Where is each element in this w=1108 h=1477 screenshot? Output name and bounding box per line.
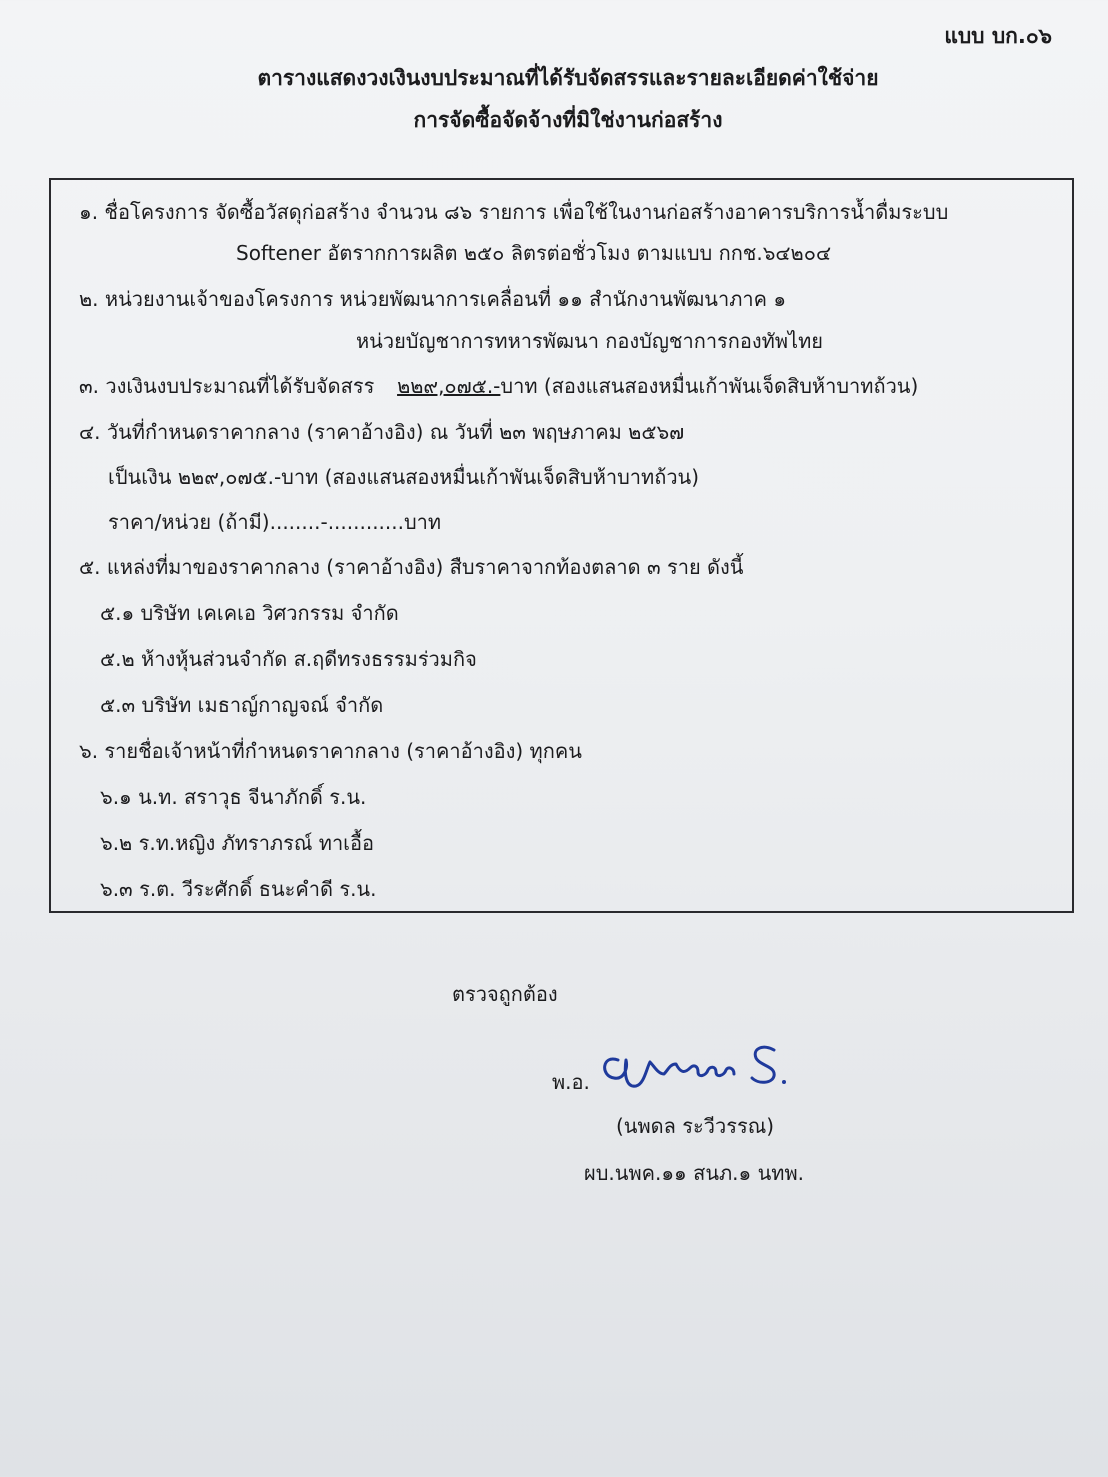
verified-label: ตรวจถูกต้อง	[452, 982, 558, 1006]
official-item: ๖.๑ น.ท. สราวุธ จีนาภักดิ์ ร.น.	[100, 785, 367, 809]
signer-rank: พ.อ.	[552, 1070, 590, 1094]
handwritten-signature	[598, 1030, 798, 1100]
official-item: ๖.๓ ร.ต. วีระศักดิ์ ธนะคำดี ร.น.	[100, 877, 377, 901]
official-item: ๖.๒ ร.ท.หญิง ภัทราภรณ์ ทาเอื้อ	[100, 831, 375, 855]
signer-name: (นพดล ระวีวรรณ)	[616, 1114, 775, 1138]
budget-amount: ๒๒๙,๐๗๕.-	[397, 374, 501, 398]
budget-label: ๓. วงเงินงบประมาณที่ได้รับจัดสรร	[79, 374, 375, 398]
reference-date-line: ๔. วันที่กำหนดราคากลาง (ราคาอ้างอิง) ณ วันที่ ๒๓ พฤษภาคม ๒๕๖๗	[79, 420, 685, 444]
budget-amount-words: บาท (สองแสนสองหมื่นเก้าพันเจ็ดสิบห้าบาทถ้วน)	[500, 374, 919, 398]
form-code: แบบ บก.๐๖	[944, 24, 1052, 48]
officials-heading: ๖. รายชื่อเจ้าหน้าที่กำหนดราคากลาง (ราคาอ้างอิง) ทุกคน	[79, 739, 582, 763]
document-title-line-2: การจัดซื้อจัดจ้างที่มิใช่งานก่อสร้าง	[413, 108, 723, 132]
price-source-item: ๕.๓ บริษัท เมธาญ์กาญจณ์ จำกัด	[100, 693, 384, 717]
price-source-heading: ๕. แหล่งที่มาของราคากลาง (ราคาอ้างอิง) สืบราคาจากท้องตลาด ๓ ราย ดังนี้	[79, 555, 744, 579]
owner-unit-line-1: ๒. หน่วยงานเจ้าของโครงการ หน่วยพัฒนาการเคลื่อนที่ ๑๑ สำนักงานพัฒนาภาค ๑	[79, 287, 787, 311]
reference-amount-line: เป็นเงิน ๒๒๙,๐๗๕.-บาท (สองแสนสองหมื่นเก้าพันเจ็ดสิบห้าบาทถ้วน)	[108, 465, 700, 489]
document-title-line-1: ตารางแสดงวงเงินงบประมาณที่ได้รับจัดสรรและรายละเอียดค่าใช้จ่าย	[257, 66, 879, 90]
price-source-item: ๕.๒ ห้างหุ้นส่วนจำกัด ส.ฤดีทรงธรรมร่วมกิจ	[100, 647, 477, 671]
signer-position: ผบ.นพค.๑๑ สนภ.๑ นทพ.	[584, 1161, 804, 1185]
budget-line	[79, 370, 918, 402]
owner-unit-line-2: หน่วยบัญชาการทหารพัฒนา กองบัญชาการกองทัพไทย	[356, 329, 824, 353]
project-name-line-2: Softener อัตรากการผลิต ๒๕๐ ลิตรต่อชั่วโมง ตามแบบ กกช.๖๔๒๐๔	[236, 241, 832, 265]
project-name-line-1: ๑. ชื่อโครงการ จัดซื้อวัสดุก่อสร้าง จำนวน ๘๖ รายการ เพื่อใช้ในงานก่อสร้างอาคารบริการน้ำดื่มระบบ	[79, 200, 949, 224]
price-source-item: ๕.๑ บริษัท เคเคเอ วิศวกรรม จำกัด	[100, 601, 399, 625]
unit-price-line: ราคา/หน่วย (ถ้ามี)........-............บาท	[108, 510, 442, 534]
